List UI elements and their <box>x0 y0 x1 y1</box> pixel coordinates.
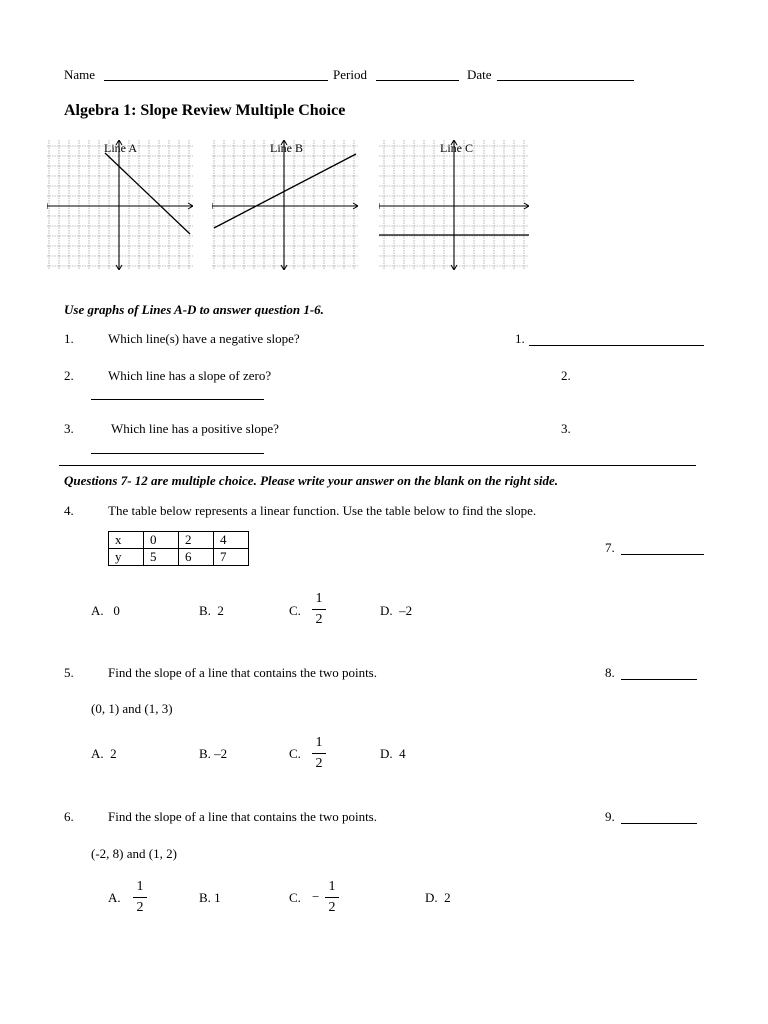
q4-choice-a[interactable]: A. 0 <box>91 603 120 618</box>
date-label: Date <box>467 67 492 82</box>
table-cell: 5 <box>144 549 179 566</box>
q1-number: 1. <box>64 331 74 346</box>
graph-a-label: Line A <box>104 141 137 155</box>
q6-choice-a-fraction: 1 2 <box>133 879 147 916</box>
q5-choice-c-fraction: 1 2 <box>312 735 326 772</box>
page-title: Algebra 1: Slope Review Multiple Choice <box>64 102 346 119</box>
q5-choice-c[interactable]: C. <box>289 746 301 761</box>
table-cell: 6 <box>179 549 214 566</box>
q5-answer-number: 8. <box>605 665 615 680</box>
q5-number: 5. <box>64 665 74 680</box>
q6-choice-b[interactable]: B. 1 <box>199 890 221 905</box>
graph-line-b <box>212 140 358 270</box>
table-cell: y <box>109 549 144 566</box>
table-cell: x <box>109 532 144 549</box>
q6-choice-c[interactable]: C. <box>289 890 301 905</box>
period-blank[interactable] <box>376 80 459 81</box>
table-row <box>109 549 249 566</box>
q6-choice-c-sign: − <box>312 889 320 904</box>
table-row <box>109 532 249 549</box>
q5-text: Find the slope of a line that contains the two points. <box>108 665 377 680</box>
q4-table <box>108 531 249 566</box>
q6-number: 6. <box>64 809 74 824</box>
q2-answer-blank[interactable] <box>91 399 264 400</box>
q6-choice-c-fraction: 1 2 <box>325 879 339 916</box>
q1-answer-number: 1. <box>515 331 525 346</box>
q4-choice-c[interactable]: C. <box>289 603 301 618</box>
q5-choice-d[interactable]: D. 4 <box>380 746 406 761</box>
q4-number: 4. <box>64 503 74 518</box>
q2-text: Which line has a slope of zero? <box>108 368 272 383</box>
q6-choice-a[interactable]: A. <box>108 890 121 905</box>
q5-points: (0, 1) and (1, 3) <box>91 701 173 716</box>
q4-answer-blank[interactable] <box>621 554 704 555</box>
section-divider <box>59 465 696 466</box>
q5-answer-blank[interactable] <box>621 679 697 680</box>
q3-number: 3. <box>64 421 74 436</box>
period-label: Period <box>333 67 367 82</box>
instructions-graphs: Use graphs of Lines A-D to answer question 1-6. <box>64 302 324 317</box>
q2-answer-number: 2. <box>561 368 571 383</box>
line-b <box>214 154 356 228</box>
graph-b-label: Line B <box>270 141 303 155</box>
name-label: Name <box>64 67 96 82</box>
q6-answer-number: 9. <box>605 809 615 824</box>
q6-points: (-2, 8) and (1, 2) <box>91 846 177 861</box>
q4-choice-c-fraction: 1 2 <box>312 591 326 628</box>
q4-choice-b[interactable]: B. 2 <box>199 603 224 618</box>
q6-text: Find the slope of a line that contains the two points. <box>108 809 377 824</box>
table-cell: 2 <box>179 532 214 549</box>
q5-choice-a[interactable]: A. 2 <box>91 746 117 761</box>
q4-text: The table below represents a linear function. Use the table below to find the slope. <box>108 503 537 518</box>
q1-answer-blank[interactable] <box>529 345 704 346</box>
q1-text: Which line(s) have a negative slope? <box>108 331 300 346</box>
q4-answer-number: 7. <box>605 540 615 555</box>
q6-choice-d[interactable]: D. 2 <box>425 890 451 905</box>
graph-line-c <box>379 140 529 270</box>
name-blank[interactable] <box>104 80 328 81</box>
graph-c-label: Line C <box>440 141 473 155</box>
date-blank[interactable] <box>497 80 634 81</box>
q5-choice-b[interactable]: B. –2 <box>199 746 228 761</box>
q3-answer-blank[interactable] <box>91 453 264 454</box>
q2-number: 2. <box>64 368 74 383</box>
q4-choice-d[interactable]: D. –2 <box>380 603 413 618</box>
q3-answer-number: 3. <box>561 421 571 436</box>
q3-text: Which line has a positive slope? <box>108 421 279 436</box>
line-a <box>105 153 190 234</box>
q6-answer-blank[interactable] <box>621 823 697 824</box>
table-cell: 0 <box>144 532 179 549</box>
table-cell: 4 <box>214 532 249 549</box>
instructions-multiple-choice: Questions 7- 12 are multiple choice. Please write your answer on the blank on the right side. <box>64 473 559 488</box>
table-cell: 7 <box>214 549 249 566</box>
graph-line-a <box>47 140 193 270</box>
